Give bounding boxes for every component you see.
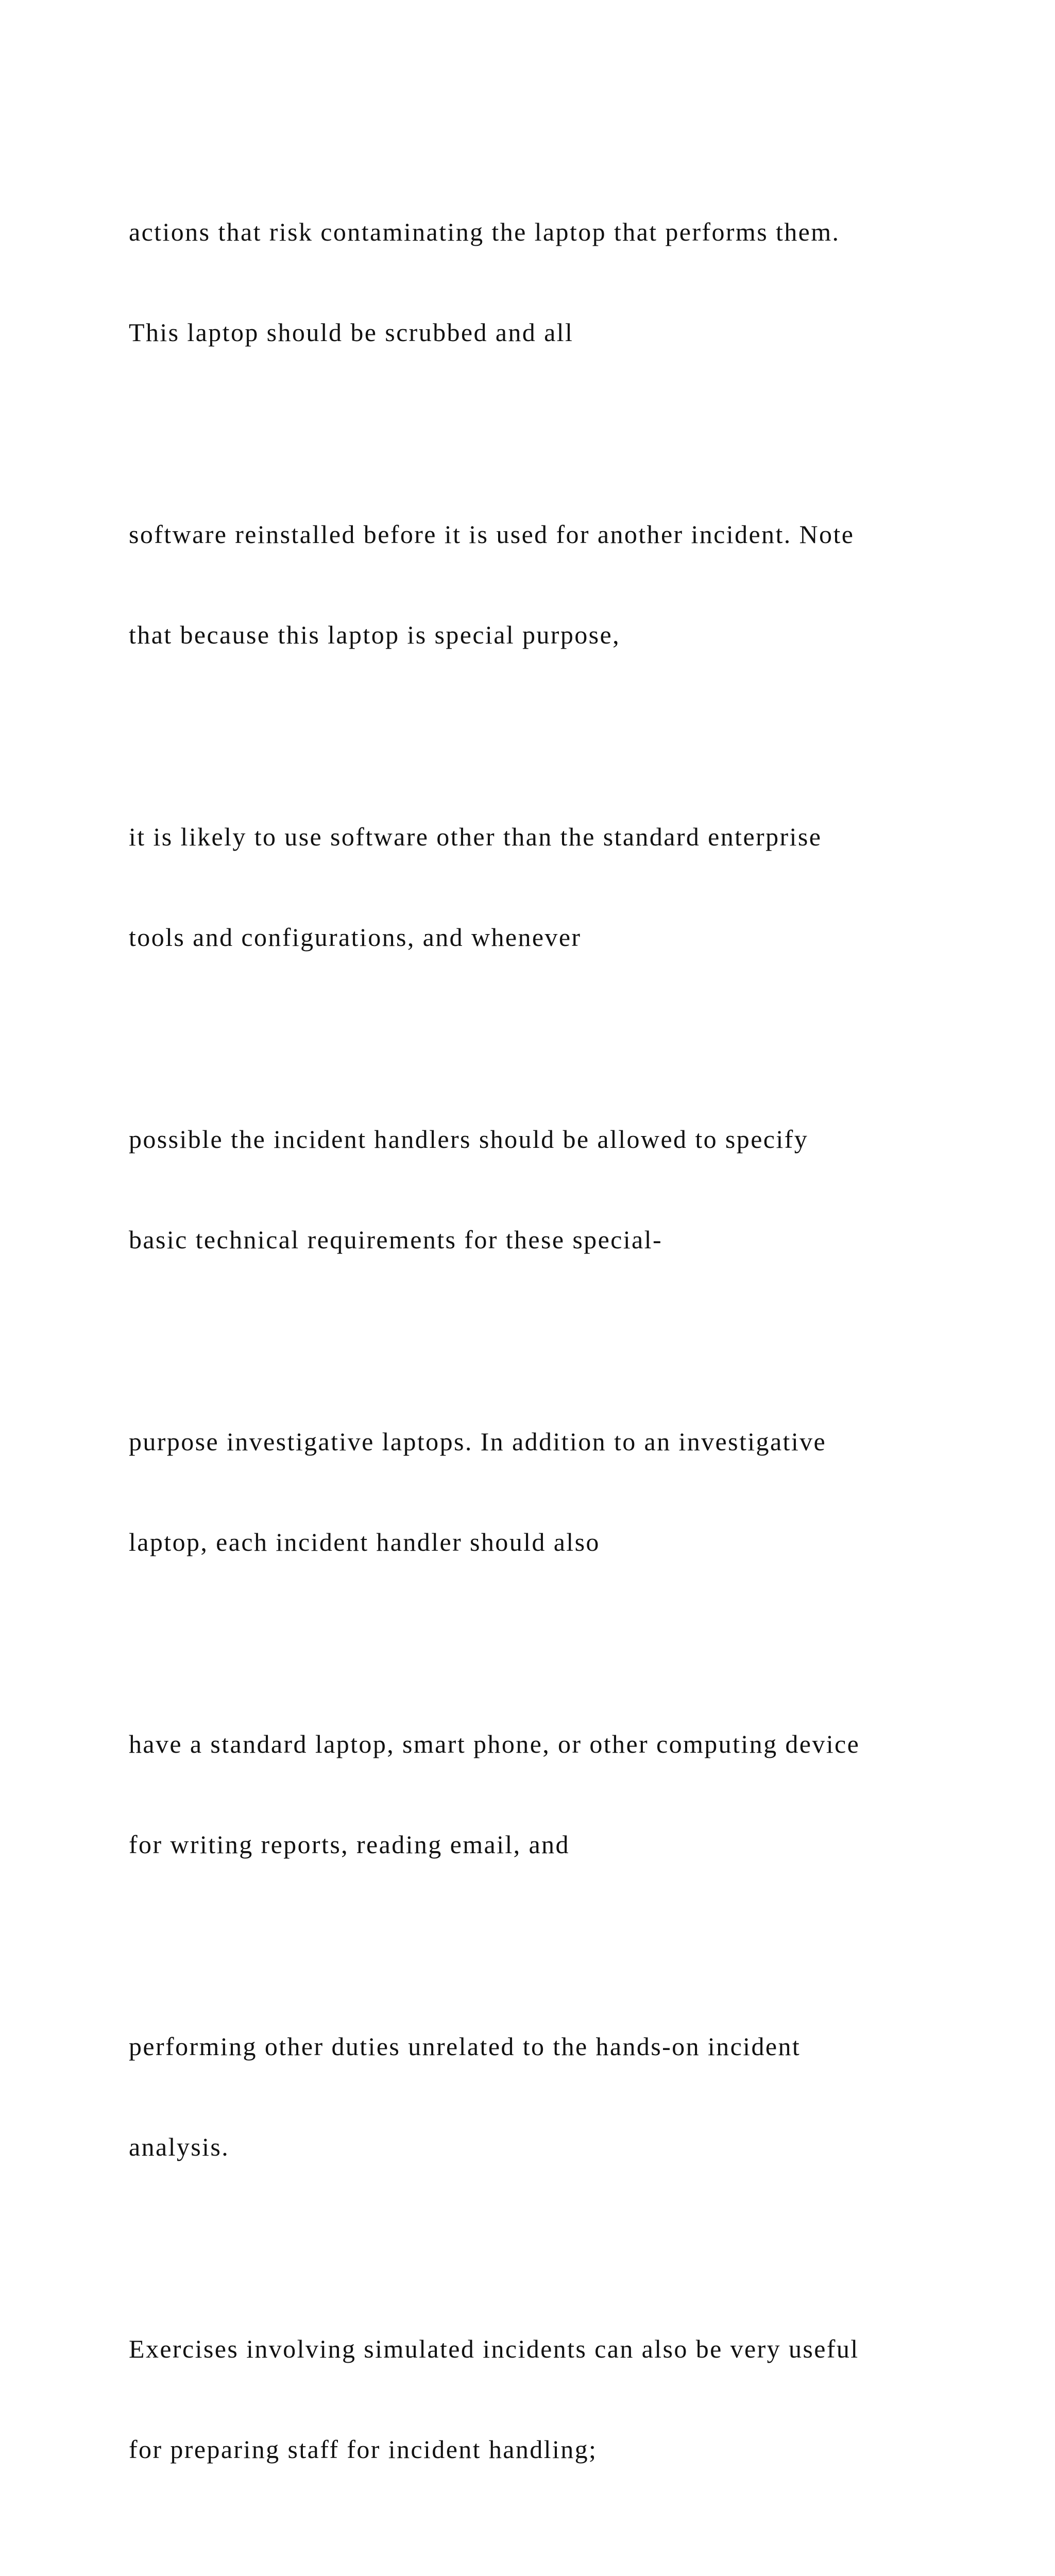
paragraph <box>129 451 974 719</box>
paragraph <box>129 2265 974 2533</box>
paragraph <box>129 148 974 416</box>
text-line: This laptop should be scrubbed and all <box>129 318 574 347</box>
text-line: software reinstalled before it is used for another incident. Note <box>129 520 855 549</box>
text-line: possible the incident handlers should be allowed to specify <box>129 1125 809 1154</box>
text-line: have a standard laptop, smart phone, or other computing device <box>129 1730 860 1758</box>
text-line: for preparing staff for incident handling; <box>129 2435 598 2464</box>
text-line: for writing reports, reading email, and <box>129 1830 570 1859</box>
paragraph <box>129 1963 974 2231</box>
text-line: laptop, each incident handler should also <box>129 1528 600 1556</box>
text-line: analysis. <box>129 2132 230 2161</box>
paragraph <box>129 1660 974 1928</box>
paragraph <box>129 753 974 1021</box>
text-line: purpose investigative laptops. In addition to an investigative <box>129 1427 827 1456</box>
paragraph <box>129 1056 974 1324</box>
paragraph <box>129 1358 974 1626</box>
text-line: tools and configurations, and whenever <box>129 923 582 952</box>
text-line: it is likely to use software other than the standard enterprise <box>129 822 822 851</box>
text-line: that because this laptop is special purpose, <box>129 620 620 649</box>
text-line: performing other duties unrelated to the hands-on incident <box>129 2032 801 2061</box>
text-line: actions that risk contaminating the laptop that performs them. <box>129 217 840 246</box>
paragraph <box>129 2568 974 2576</box>
text-line: basic technical requirements for these special- <box>129 1225 662 1254</box>
text-line: Exercises involving simulated incidents can also be very useful <box>129 2334 859 2363</box>
document-body <box>129 148 974 2576</box>
